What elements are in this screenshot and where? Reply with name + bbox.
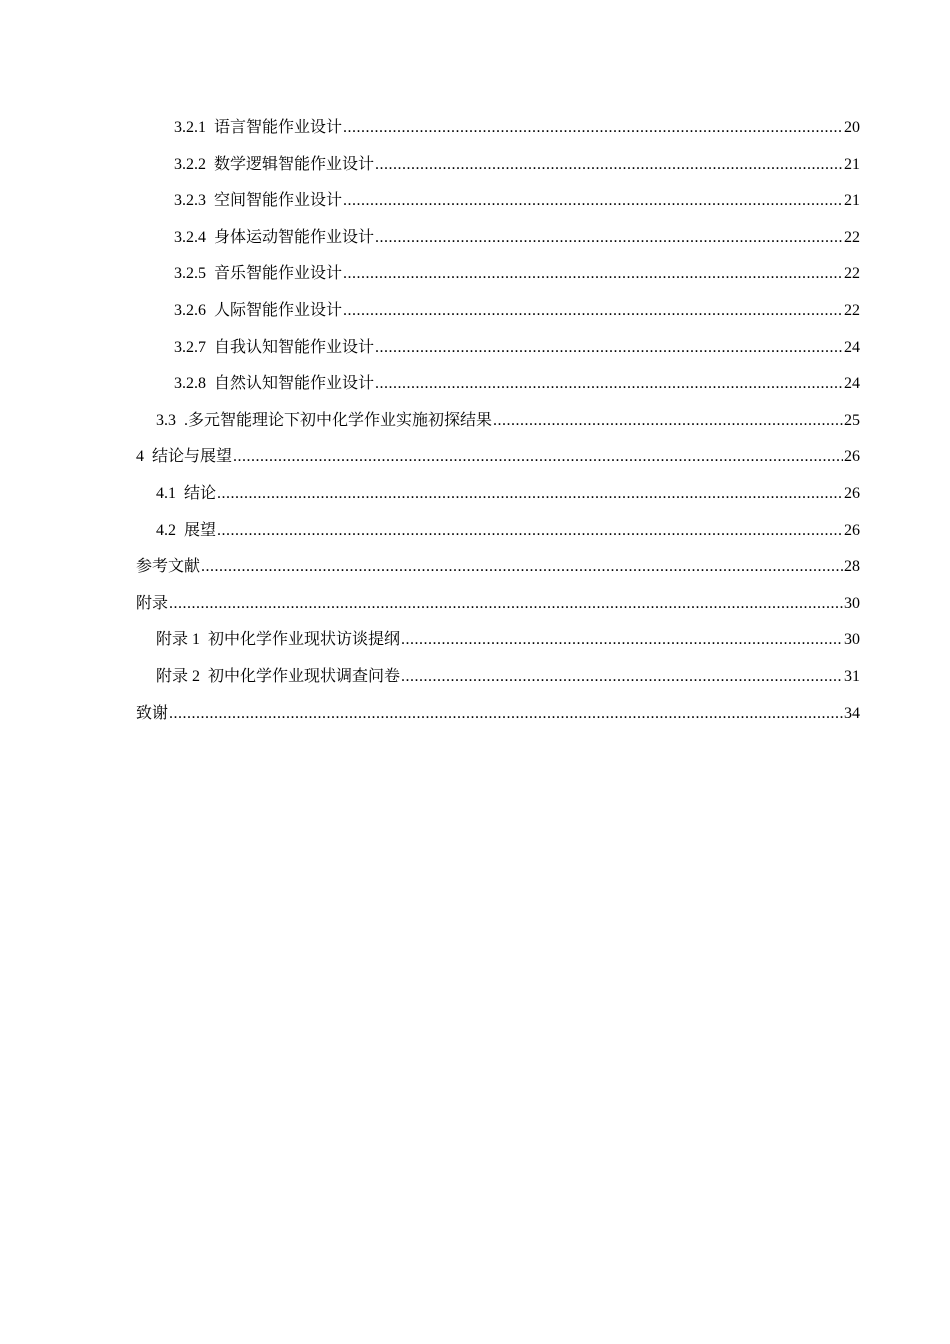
toc-entry-title: 语言智能作业设计 <box>214 119 343 136</box>
toc-entry-title: 结论 <box>184 484 217 502</box>
toc-entry-title: 结论与展望 <box>152 448 233 466</box>
toc-entry-page: 31 <box>844 667 860 685</box>
toc-dot-leader <box>169 696 843 733</box>
toc-dot-leader <box>343 110 843 147</box>
toc-entry-number: 3.3 <box>156 411 176 429</box>
toc-dot-leader <box>343 183 843 220</box>
toc-dot-leader <box>375 147 843 184</box>
toc-entry-heading <box>136 586 168 623</box>
toc-dot-leader <box>375 366 843 403</box>
toc-entry[interactable] <box>136 183 860 220</box>
toc-entry-heading <box>136 696 168 733</box>
toc-entry-page: 24 <box>844 338 860 356</box>
toc-entry-page: 22 <box>844 265 860 283</box>
toc-entry-number: 4.1 <box>156 484 176 502</box>
toc-entry-title: .多元智能理论下初中化学作业实施初探结果 <box>184 411 493 429</box>
toc-entry[interactable] <box>136 110 860 147</box>
toc-entry-heading <box>156 403 492 440</box>
toc-entry-page: 26 <box>844 448 860 466</box>
toc-entry-title: 数学逻辑智能作业设计 <box>214 155 375 173</box>
toc-entry-title: 人际智能作业设计 <box>214 301 343 319</box>
toc-entry-heading <box>174 147 374 184</box>
toc-entry-title: 音乐智能作业设计 <box>214 265 343 283</box>
toc-dot-leader <box>401 622 843 659</box>
toc-entry-title: 自我认知智能作业设计 <box>214 338 375 356</box>
toc-entry-heading <box>174 220 374 257</box>
toc-entry[interactable] <box>136 586 860 623</box>
toc-entry[interactable] <box>136 696 860 733</box>
toc-dot-leader <box>343 256 843 293</box>
toc-entry[interactable] <box>136 403 860 440</box>
toc-entry-page: 20 <box>844 119 860 136</box>
toc-entry-heading <box>174 293 342 330</box>
toc-dot-leader <box>233 439 843 476</box>
toc-entry-number: 4 <box>136 448 144 466</box>
toc-entry-heading <box>174 256 342 293</box>
toc-entry-heading <box>156 476 216 513</box>
toc-entry-heading <box>136 549 200 586</box>
toc-entry[interactable] <box>136 513 860 550</box>
toc-entry-number: 3.2.6 <box>174 301 206 319</box>
toc-entry[interactable] <box>136 220 860 257</box>
toc-entry-page: 22 <box>844 228 860 246</box>
toc-entry[interactable] <box>136 366 860 403</box>
toc-dot-leader <box>375 220 843 257</box>
toc-entry-title: 附录 <box>136 594 169 612</box>
table-of-contents <box>136 110 860 732</box>
toc-entry-page: 26 <box>844 521 860 539</box>
toc-entry-page: 28 <box>844 558 860 576</box>
toc-entry-number: 3.2.1 <box>174 119 206 136</box>
toc-entry-title: 身体运动智能作业设计 <box>214 228 375 246</box>
toc-entry-page: 34 <box>844 704 860 722</box>
toc-entry-page: 21 <box>844 155 860 173</box>
toc-entry-heading <box>174 110 342 147</box>
toc-entry-number: 3.2.2 <box>174 155 206 173</box>
toc-entry-title: 自然认知智能作业设计 <box>214 375 375 393</box>
toc-entry-title: 展望 <box>184 521 217 539</box>
toc-entry[interactable] <box>136 476 860 513</box>
toc-entry-title: 致谢 <box>136 704 169 722</box>
toc-entry[interactable] <box>136 439 860 476</box>
toc-entry-page: 30 <box>844 594 860 612</box>
toc-dot-leader <box>493 403 843 440</box>
toc-entry[interactable] <box>136 330 860 367</box>
toc-entry-page: 22 <box>844 301 860 319</box>
toc-entry-page: 21 <box>844 192 860 210</box>
toc-entry-heading <box>136 439 232 476</box>
toc-entry-heading <box>174 366 374 403</box>
toc-entry-heading <box>156 513 216 550</box>
toc-entry-heading <box>174 183 342 220</box>
toc-dot-leader <box>201 549 843 586</box>
toc-entry-heading <box>156 622 400 659</box>
toc-entry-number: 附录 2 <box>156 667 201 685</box>
toc-entry[interactable] <box>136 659 860 696</box>
toc-dot-leader <box>343 293 843 330</box>
toc-dot-leader <box>217 513 843 550</box>
toc-entry-page: 30 <box>844 631 860 649</box>
toc-dot-leader <box>217 476 843 513</box>
toc-dot-leader <box>169 586 843 623</box>
toc-entry-title: 初中化学作业现状访谈提纲 <box>208 631 401 649</box>
toc-entry-page: 25 <box>844 411 860 429</box>
toc-entry[interactable] <box>136 293 860 330</box>
toc-entry-number: 4.2 <box>156 521 176 539</box>
toc-entry-number: 3.2.3 <box>174 192 206 210</box>
toc-entry-heading <box>156 659 400 696</box>
toc-entry-title: 参考文献 <box>136 558 201 576</box>
toc-entry[interactable] <box>136 622 860 659</box>
toc-entry-title: 初中化学作业现状调查问卷 <box>208 667 401 685</box>
toc-entry-heading <box>174 330 374 367</box>
toc-entry-number: 3.2.4 <box>174 228 206 246</box>
toc-entry-number: 3.2.8 <box>174 375 206 393</box>
toc-entry-number: 3.2.7 <box>174 338 206 356</box>
toc-entry[interactable] <box>136 549 860 586</box>
toc-dot-leader <box>375 330 843 367</box>
toc-entry-number: 3.2.5 <box>174 265 206 283</box>
toc-entry-number: 附录 1 <box>156 631 201 649</box>
toc-entry[interactable] <box>136 147 860 184</box>
toc-entry-title: 空间智能作业设计 <box>214 192 343 210</box>
toc-entry[interactable] <box>136 256 860 293</box>
toc-entry-page: 26 <box>844 484 860 502</box>
toc-dot-leader <box>401 659 843 696</box>
toc-entry-page: 24 <box>844 375 860 393</box>
